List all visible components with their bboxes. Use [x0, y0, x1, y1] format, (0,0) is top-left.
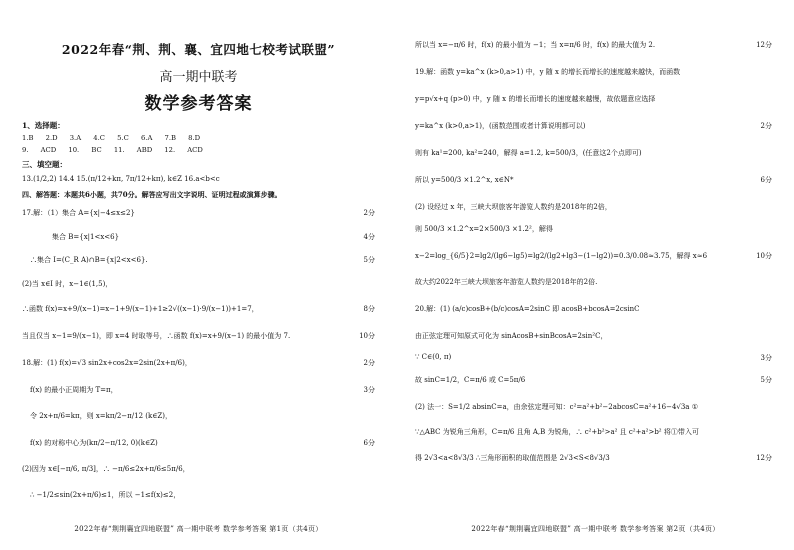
choice-answers-row-1: 1.B 2.D 3.A 4.C 5.C 6.A 7.B 8.D [22, 134, 201, 142]
solution-text: 所以当 x=−π/6 时，f(x) 的最小值为 −1；当 x=π/6 时，f(x) 的最大值为 2. [415, 41, 656, 49]
solution-line [22, 438, 375, 448]
solution-line [415, 175, 772, 185]
solution-line [415, 148, 772, 158]
solution-lines-right [415, 40, 772, 463]
solution-line [415, 40, 772, 50]
solution-text: (2) 设经过 x 年，三峡大坝旅客年游览人数约是2018年的2倍， [415, 203, 612, 211]
solution-line [22, 255, 375, 265]
solution-line [22, 385, 375, 395]
solution-line [415, 304, 772, 314]
section-solve: 四、解答题：本题共6小题，共70分。解答应写出文字说明、证明过程或演算步骤。 [22, 190, 282, 199]
exam-title: 2022年春“荆、荆、襄、宜四地七校考试联盟” [61, 42, 336, 57]
solution-line [22, 464, 375, 474]
solution-text: 当且仅当 x−1=9/(x−1)，即 x=4 时取等号，∴函数 f(x)=x+9/(x−1) 的最小值为 7. [22, 332, 291, 340]
solution-text: ∴函数 f(x)=x+9/(x−1)=x−1+9/(x−1)+1≥2√((x−1)·9/(x−1))+1=7， [22, 305, 259, 313]
solution-text: 令 2x+π/6=kπ，则 x=kπ/2−π/12 (k∈Z)， [30, 412, 173, 420]
solution-text: ∵ C∈(0, π) [415, 353, 452, 361]
choice-answers-row-2: 9. ACD 10. BC 11. ABD 12. ACD [22, 146, 203, 154]
score-label: 3分 [760, 354, 772, 362]
solution-line [415, 375, 772, 385]
score-label: 3分 [363, 386, 375, 394]
solution-line [22, 411, 375, 421]
score-label: 5分 [363, 256, 375, 264]
solution-text: (2)因为 x∈[−π/6, π/3]，∴ −π/6≤2x+π/6≤5π/6， [22, 465, 190, 473]
score-label: 10分 [359, 332, 375, 340]
solution-line [415, 277, 772, 287]
section-fill: 三、填空题： [22, 160, 67, 169]
solution-line [415, 121, 772, 131]
solution-text: f(x) 的最小正周期为 T=π， [30, 386, 118, 394]
solution-line [415, 331, 772, 341]
solution-line [415, 251, 772, 261]
solution-text: 由正弦定理可知原式可化为 sinAcosB+sinBcosA=2sin²C， [415, 332, 608, 340]
score-label: 4分 [363, 233, 375, 241]
solution-text: 则有 ka¹=200, ka²=240，解得 a=1.2, k=500/3，(任意这2个点即可) [415, 149, 642, 157]
solution-text: 故 sinC=1/2，C=π/6 或 C=5π/6 [415, 376, 526, 384]
solution-line [22, 358, 375, 368]
score-label: 5分 [760, 376, 772, 384]
exam-subtitle: 高一期中联考 [159, 70, 238, 85]
score-label: 2分 [363, 209, 375, 217]
solution-line [415, 94, 772, 104]
main-title: 数学参考答案 [144, 94, 253, 114]
solution-line [22, 490, 375, 500]
solution-text: ∵△ABC 为锐角三角形，C=π/6 且角 A,B 为锐角，∴ c²+b²>a² 且 c²+a²>b² 将①带入可 [415, 428, 699, 436]
solution-text: 故大约2022年三峡大坝旅客年游览人数约是2018年的2倍. [415, 278, 598, 286]
solution-line [415, 402, 772, 412]
solution-text: 所以 y=500/3 ×1.2^x, x∈N* [415, 176, 514, 184]
score-label: 2分 [760, 122, 772, 130]
solution-line [22, 304, 375, 314]
score-label: 8分 [363, 305, 375, 313]
solution-text: ∴集合 I=(C_R A)∩B={x|2<x<6}. [30, 256, 148, 264]
solution-text: 19.解：函数 y=ka^x (k>0,a>1) 中，y 随 x 的增长而增长的速度越来越快，而函数 [415, 68, 681, 76]
solution-text: (2)当 x∈I 时，x−1∈(1,5)， [22, 280, 113, 288]
solution-lines-left [22, 208, 375, 500]
solution-text: 17.解：（1）集合 A={x|−4≤x≤2} [22, 209, 135, 217]
section-choice: 1、选择题： [22, 121, 65, 130]
solution-text: 集合 B={x|1<x<6} [52, 233, 120, 241]
solution-text: f(x) 的对称中心为(kπ/2−π/12, 0)(k∈Z) [30, 439, 158, 447]
solution-line [22, 232, 375, 242]
solution-text: 则 500/3 ×1.2^x=2×500/3 ×1.2²，解得 [415, 225, 553, 233]
solution-line [415, 67, 772, 77]
footer-page-2: 2022年春“荆荆襄宜四地联盟” 高一期中联考 数学参考答案 第2页（共4页） [471, 525, 720, 533]
solution-line [415, 427, 772, 437]
solution-line [415, 453, 772, 463]
page-2 [397, 0, 794, 550]
score-label: 12分 [756, 41, 772, 49]
footer-page-1: 2022年春“荆荆襄宜四地联盟” 高一期中联考 数学参考答案 第1页（共4页） [74, 525, 323, 533]
solution-line [22, 331, 375, 341]
solution-line [415, 353, 772, 361]
solution-text: 得 2√3<a<8√3/3 ∴三角形面积的取值范围是 2√3<S<8√3/3 [415, 454, 610, 462]
score-label: 6分 [363, 439, 375, 447]
solution-text: (2) 法一：S=1/2 absinC=a，由余弦定理可知：c²=a²+b²−2abcosC=a²+16−4√3a ① [415, 403, 698, 411]
fill-answers-row: 13.(1/2,2) 14.4 15.(π/12+kπ, 7π/12+kπ), k∈Z 16.a<b<c [22, 175, 220, 183]
solution-text: 18.解：(1) f(x)=√3 sin2x+cos2x=2sin(2x+π/6)， [22, 359, 192, 367]
score-label: 6分 [760, 176, 772, 184]
solution-text: y=p√x+q (p>0) 中，y 随 x 的增长而增长的速度越来越慢，故依题意应选择 [415, 95, 656, 103]
solution-text: x−2=log_{6/5}2=lg2/(lg6−lg5)=lg2/(lg2+lg3−(1−lg2))=0.3/0.08≈3.75，解得 x≈6 [415, 252, 708, 260]
score-label: 10分 [756, 252, 772, 260]
score-label: 12分 [756, 454, 772, 462]
solution-line [415, 202, 772, 212]
solution-line [415, 224, 772, 234]
solution-text: y=ka^x (k>0,a>1)，(函数范围或者计算说明都可以) [415, 122, 586, 130]
solution-line [22, 279, 375, 289]
solution-line [22, 208, 375, 218]
score-label: 2分 [363, 359, 375, 367]
solution-text: 20.解：(1) (a/c)cosB+(b/c)cosA=2sinC 即 acosB+bcosA=2csinC [415, 305, 640, 313]
solution-text: ∴ −1/2≤sin(2x+π/6)≤1，所以 −1≤f(x)≤2， [30, 491, 181, 499]
